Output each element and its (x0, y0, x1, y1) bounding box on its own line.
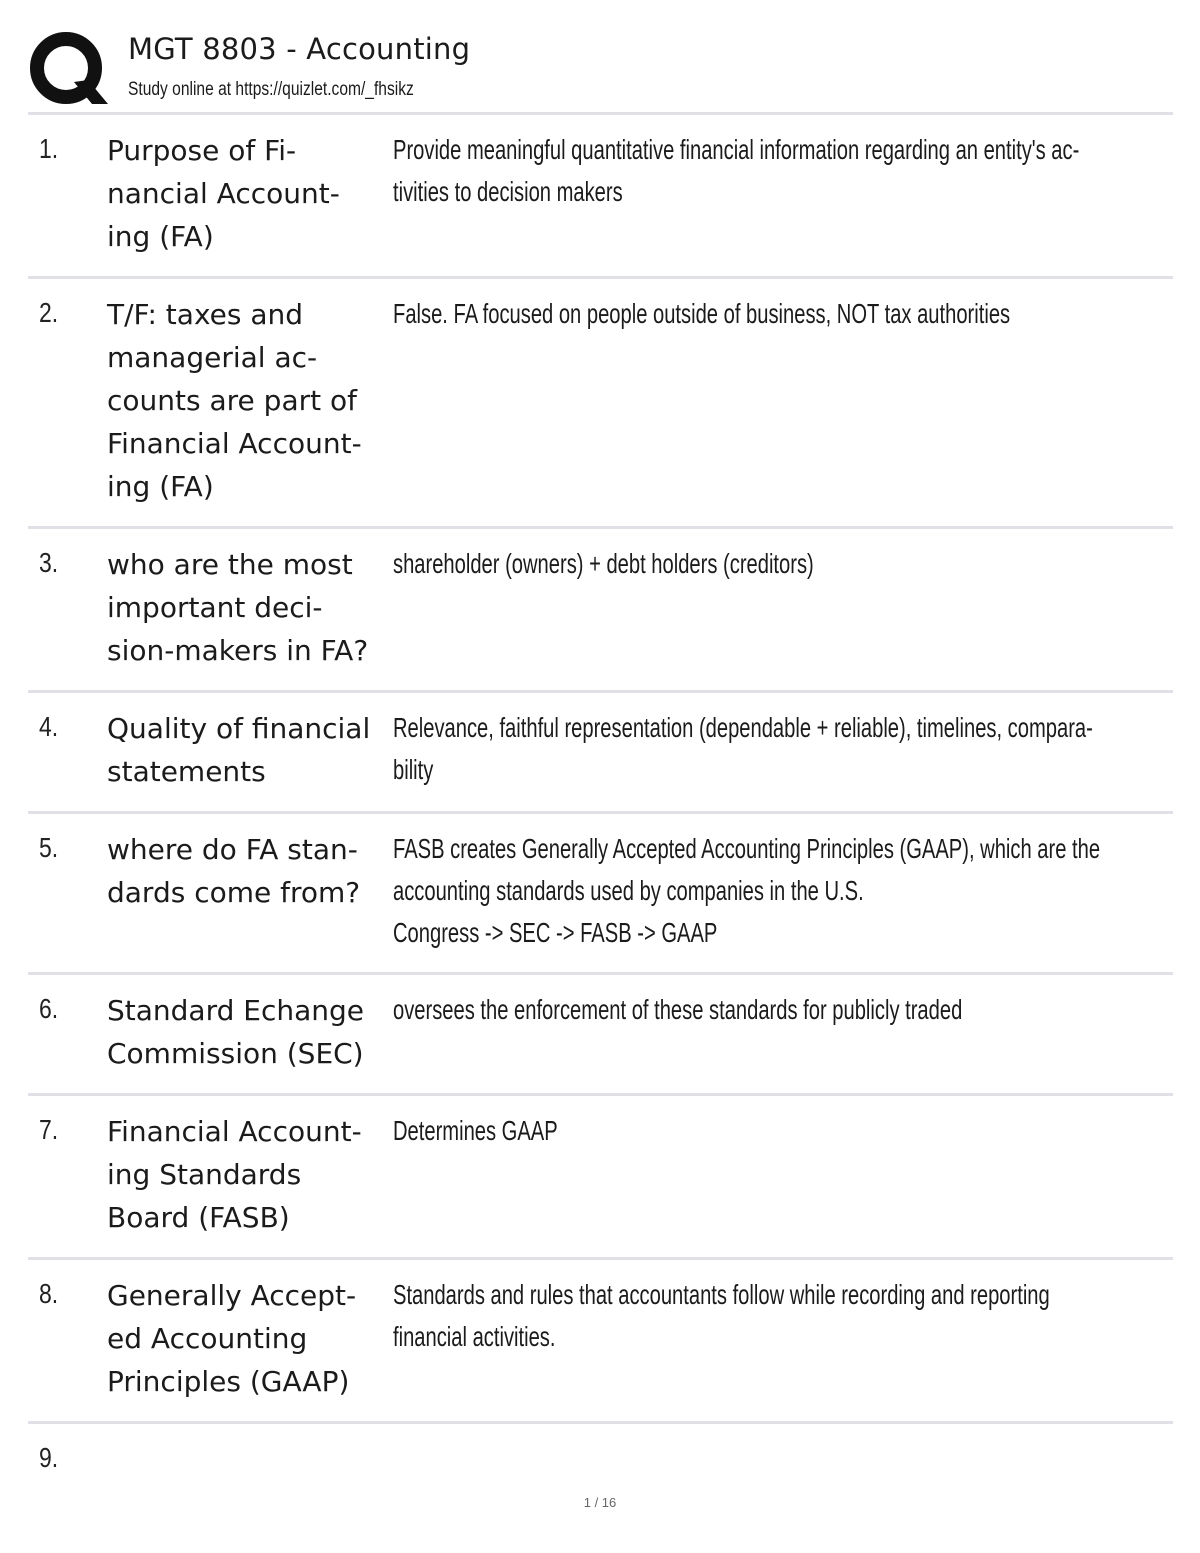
card-term-line: ing Standards (107, 1158, 302, 1191)
card-term (107, 693, 393, 811)
card-number-text: 3. (39, 547, 59, 578)
card-number-text: 1. (39, 133, 59, 164)
card-term (107, 115, 393, 276)
card-term-line: important deci- (107, 591, 323, 624)
card-term-line: where do FA stan- (107, 833, 358, 866)
card-definition-line: False. FA focused on people outside of business, NOT tax authorities (393, 298, 1011, 329)
card-definition-line: Determines GAAP (393, 1115, 558, 1146)
card-definition-line: bility (393, 754, 434, 785)
set-subtitle: Study online at https://quizlet.com/_fhsikz (128, 79, 414, 100)
page-number: 1 / 16 (583, 1495, 617, 1510)
card-term-line: Financial Account- (107, 1115, 362, 1148)
card-term-line: Purpose of Fi- (107, 134, 297, 167)
card-definition-line: Provide meaningful quantitative financial information regarding an entity's ac- (393, 134, 1080, 165)
card-term (107, 1096, 393, 1257)
card-number (28, 975, 107, 1093)
card-term-line: Board (FASB) (107, 1201, 290, 1234)
flashcard-row (28, 693, 1173, 814)
card-term-line: ing (FA) (107, 470, 214, 503)
flashcard-list (28, 112, 1173, 1539)
card-definition (393, 693, 1173, 811)
card-number-text: 5. (39, 832, 59, 863)
card-definition (393, 529, 1173, 690)
set-title: MGT 8803 - Accounting (128, 32, 471, 66)
card-term-line: dards come from? (107, 876, 361, 909)
card-definition (393, 1260, 1173, 1421)
card-number-text: 4. (39, 711, 59, 742)
card-term-line: Quality of financial (107, 712, 371, 745)
card-number (28, 115, 107, 276)
card-definition-line: Congress -> SEC -> FASB -> GAAP (393, 917, 718, 948)
page-header (30, 30, 1170, 110)
card-number (28, 814, 107, 972)
flashcard-row (28, 279, 1173, 529)
card-definition (393, 814, 1173, 972)
card-term (107, 529, 393, 690)
card-term-line: ing (FA) (107, 220, 214, 253)
card-term-line: who are the most (107, 548, 353, 581)
flashcard-row (28, 115, 1173, 279)
card-definition-line: oversees the enforcement of these standards for publicly traded (393, 994, 963, 1025)
card-term (107, 814, 393, 972)
card-term (107, 279, 393, 526)
card-number-text: 9. (39, 1442, 59, 1473)
card-term-line: nancial Account- (107, 177, 340, 210)
flashcard-row (28, 814, 1173, 975)
card-definition (393, 279, 1173, 526)
card-definition-line: shareholder (owners) + debt holders (creditors) (393, 548, 814, 579)
flashcard-row (28, 975, 1173, 1096)
card-term (107, 975, 393, 1093)
flashcard-row (28, 1424, 1173, 1539)
card-number-text: 8. (39, 1278, 59, 1309)
card-term-line: Generally Accept- (107, 1279, 357, 1312)
card-definition (393, 1096, 1173, 1257)
card-term-line: Principles (GAAP) (107, 1365, 350, 1398)
card-definition-line: financial activities. (393, 1321, 556, 1352)
card-number (28, 1096, 107, 1257)
card-definition-line: Relevance, faithful representation (dependable + reliable), timelines, compara- (393, 712, 1093, 743)
card-number-text: 2. (39, 297, 59, 328)
card-number (28, 529, 107, 690)
card-term-line: ed Accounting (107, 1322, 308, 1355)
card-term-line: statements (107, 755, 266, 788)
card-definition-line: FASB creates Generally Accepted Accounting Principles (GAAP), which are the (393, 833, 1101, 864)
card-term-line: Commission (SEC) (107, 1037, 364, 1070)
card-term-line: managerial ac- (107, 341, 318, 374)
card-number (28, 279, 107, 526)
card-number (28, 1424, 107, 1539)
card-definition (393, 975, 1173, 1093)
card-term-line: Financial Account- (107, 427, 362, 460)
flashcard-row (28, 1096, 1173, 1260)
flashcard-row (28, 1260, 1173, 1424)
card-term (107, 1424, 393, 1539)
card-number (28, 1260, 107, 1421)
quizlet-logo-icon (30, 30, 108, 108)
card-definition (393, 115, 1173, 276)
card-term-line: sion-makers in FA? (107, 634, 369, 667)
card-number (28, 693, 107, 811)
card-term-line: counts are part of (107, 384, 357, 417)
card-term (107, 1260, 393, 1421)
card-definition-line: accounting standards used by companies in the U.S. (393, 875, 864, 906)
card-number-text: 7. (39, 1114, 59, 1145)
card-number-text: 6. (39, 993, 59, 1024)
card-term-line: Standard Echange (107, 994, 365, 1027)
card-definition-line: Standards and rules that accountants follow while recording and reporting (393, 1279, 1050, 1310)
card-term-line: T/F: taxes and (107, 298, 304, 331)
card-definition-line: tivities to decision makers (393, 176, 623, 207)
card-definition (393, 1424, 1173, 1539)
flashcard-row (28, 529, 1173, 693)
